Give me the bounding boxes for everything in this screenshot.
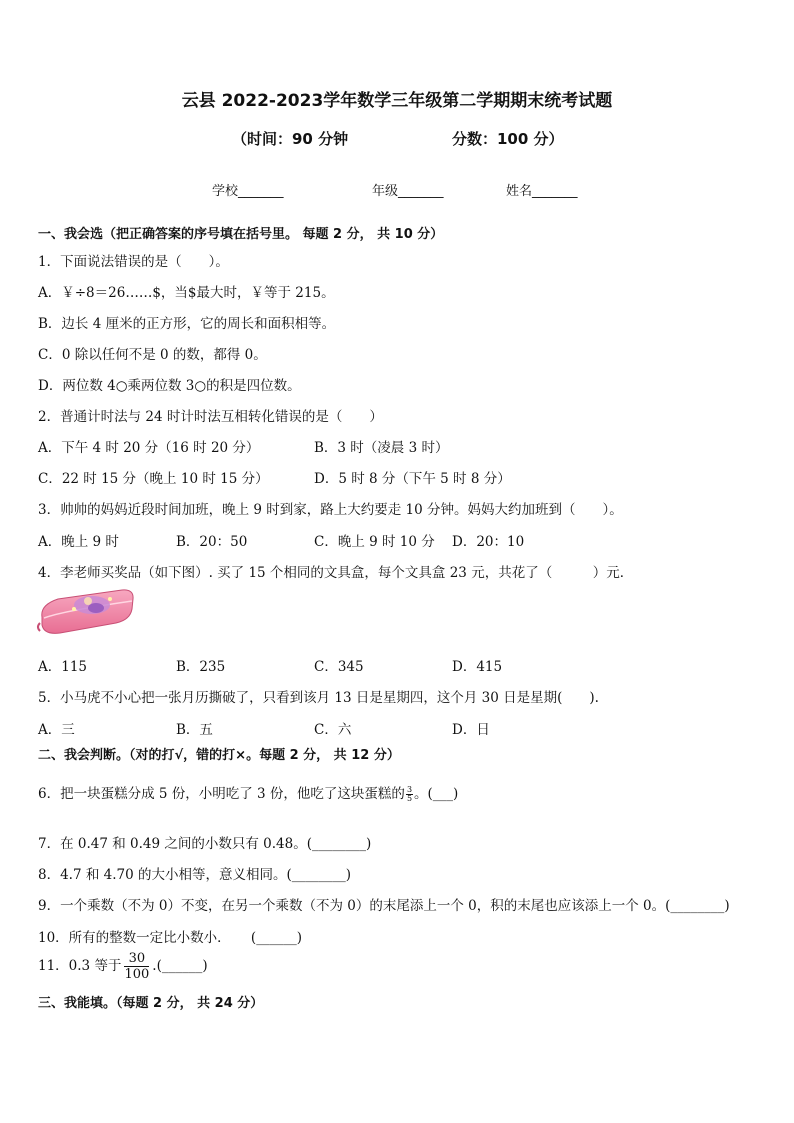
school-field: 学校_______ [212, 184, 284, 199]
exam-score: 分数：100 分） [452, 130, 564, 148]
question-8: 8．4.7 和 4.70 的大小相等，意义相同。(________) [38, 867, 352, 883]
question-1-stem: 1．下面说法错误的是（ ）。 [38, 254, 229, 270]
question-4-option-b: B．235 [176, 659, 226, 675]
section-heading-1: 一、我会选（把正确答案的序号填在括号里。 每题 2 分， 共 10 分） [38, 227, 444, 242]
fraction-denominator: 100 [124, 967, 150, 982]
exam-time: （时间：90 分钟 [232, 130, 349, 148]
question-7: 7．在 0.47 和 0.49 之间的小数只有 0.48。(________) [38, 836, 372, 852]
question-6-answer-blank: 。(___) [414, 786, 459, 802]
question-11 [38, 951, 208, 982]
name-field: 姓名_______ [506, 184, 578, 199]
section-heading-3: 三、我能填。（每题 2 分， 共 24 分） [38, 996, 264, 1011]
question-3-stem: 3．帅帅的妈妈近段时间加班，晚上 9 时到家，路上大约要走 10 分钟。妈妈大约加班到（ ）。 [38, 502, 623, 518]
question-1-option-c: C．0 除以任何不是 0 的数，都得 0。 [38, 347, 267, 363]
question-5-option-b: B．五 [176, 722, 213, 738]
question-5-option-a: A．三 [38, 722, 75, 738]
question-11-answer-blank: .(______) [152, 958, 208, 974]
question-10: 10．所有的整数一定比小数小． (______) [38, 930, 302, 946]
question-4-option-c: C．345 [314, 659, 364, 675]
question-1-option-b: B．边长 4 厘米的正方形，它的周长和面积相等。 [38, 316, 336, 332]
question-5-option-c: C．六 [314, 722, 352, 738]
question-9: 9．一个乘数（不为 0）不变，在另一个乘数（不为 0）的末尾添上一个 0，积的末尾也应该添上一个 0。(________) [38, 898, 730, 914]
grade-field: 年级_______ [372, 184, 444, 199]
question-1-option-d: D．两位数 4○乘两位数 3○的积是四位数。 [38, 378, 301, 394]
question-1-option-a: A．￥÷8＝26……$，当$最大时，￥等于 215。 [38, 285, 335, 301]
question-3-option-b: B．20：50 [176, 534, 248, 550]
question-3-option-a: A．晚上 9 时 [38, 534, 119, 550]
question-3-option-c: C．晚上 9 时 10 分 [314, 534, 435, 550]
question-6-fraction [406, 786, 413, 803]
question-2-stem: 2．普通计时法与 24 时计时法互相转化错误的是（ ） [38, 409, 383, 425]
question-2-option-a: A．下午 4 时 20 分（16 时 20 分） [38, 440, 260, 456]
question-11-fraction [124, 951, 149, 982]
question-6 [38, 782, 458, 803]
question-2-option-c: C．22 时 15 分（晚上 10 时 15 分） [38, 471, 269, 487]
fraction-denominator: 5 [406, 794, 413, 803]
fraction-numerator: 3 [406, 785, 413, 794]
question-3-option-d: D．20：10 [452, 534, 525, 550]
question-4-option-a: A．115 [38, 659, 88, 675]
question-5-stem: 5．小马虎不小心把一张月历撕破了，只看到该月 13 日是星期四，这个月 30 日是星期( ). [38, 690, 599, 706]
fraction-numerator: 30 [124, 951, 149, 967]
question-5-option-d: D．日 [452, 722, 490, 738]
question-6-text: 6．把一块蛋糕分成 5 份，小明吃了 3 份，他吃了这块蛋糕的 [38, 786, 405, 802]
pencil-case-image [36, 587, 136, 637]
section-heading-2: 二、我会判断。（对的打√，错的打×。每题 2 分， 共 12 分） [38, 748, 400, 763]
exam-title: 云县 2022-2023学年数学三年级第二学期期末统考试题 [181, 91, 613, 111]
question-2-option-b: B．3 时（凌晨 3 时） [314, 440, 449, 456]
question-2-option-d: D．5 时 8 分（下午 5 时 8 分） [314, 471, 511, 487]
question-4-option-d: D．415 [452, 659, 503, 675]
question-4-stem: 4．李老师买奖品（如下图）. 买了 15 个相同的文具盒，每个文具盒 23 元，共花了（ ）元． [38, 565, 634, 581]
question-11-text: 11．0.3 等于 [38, 958, 122, 974]
